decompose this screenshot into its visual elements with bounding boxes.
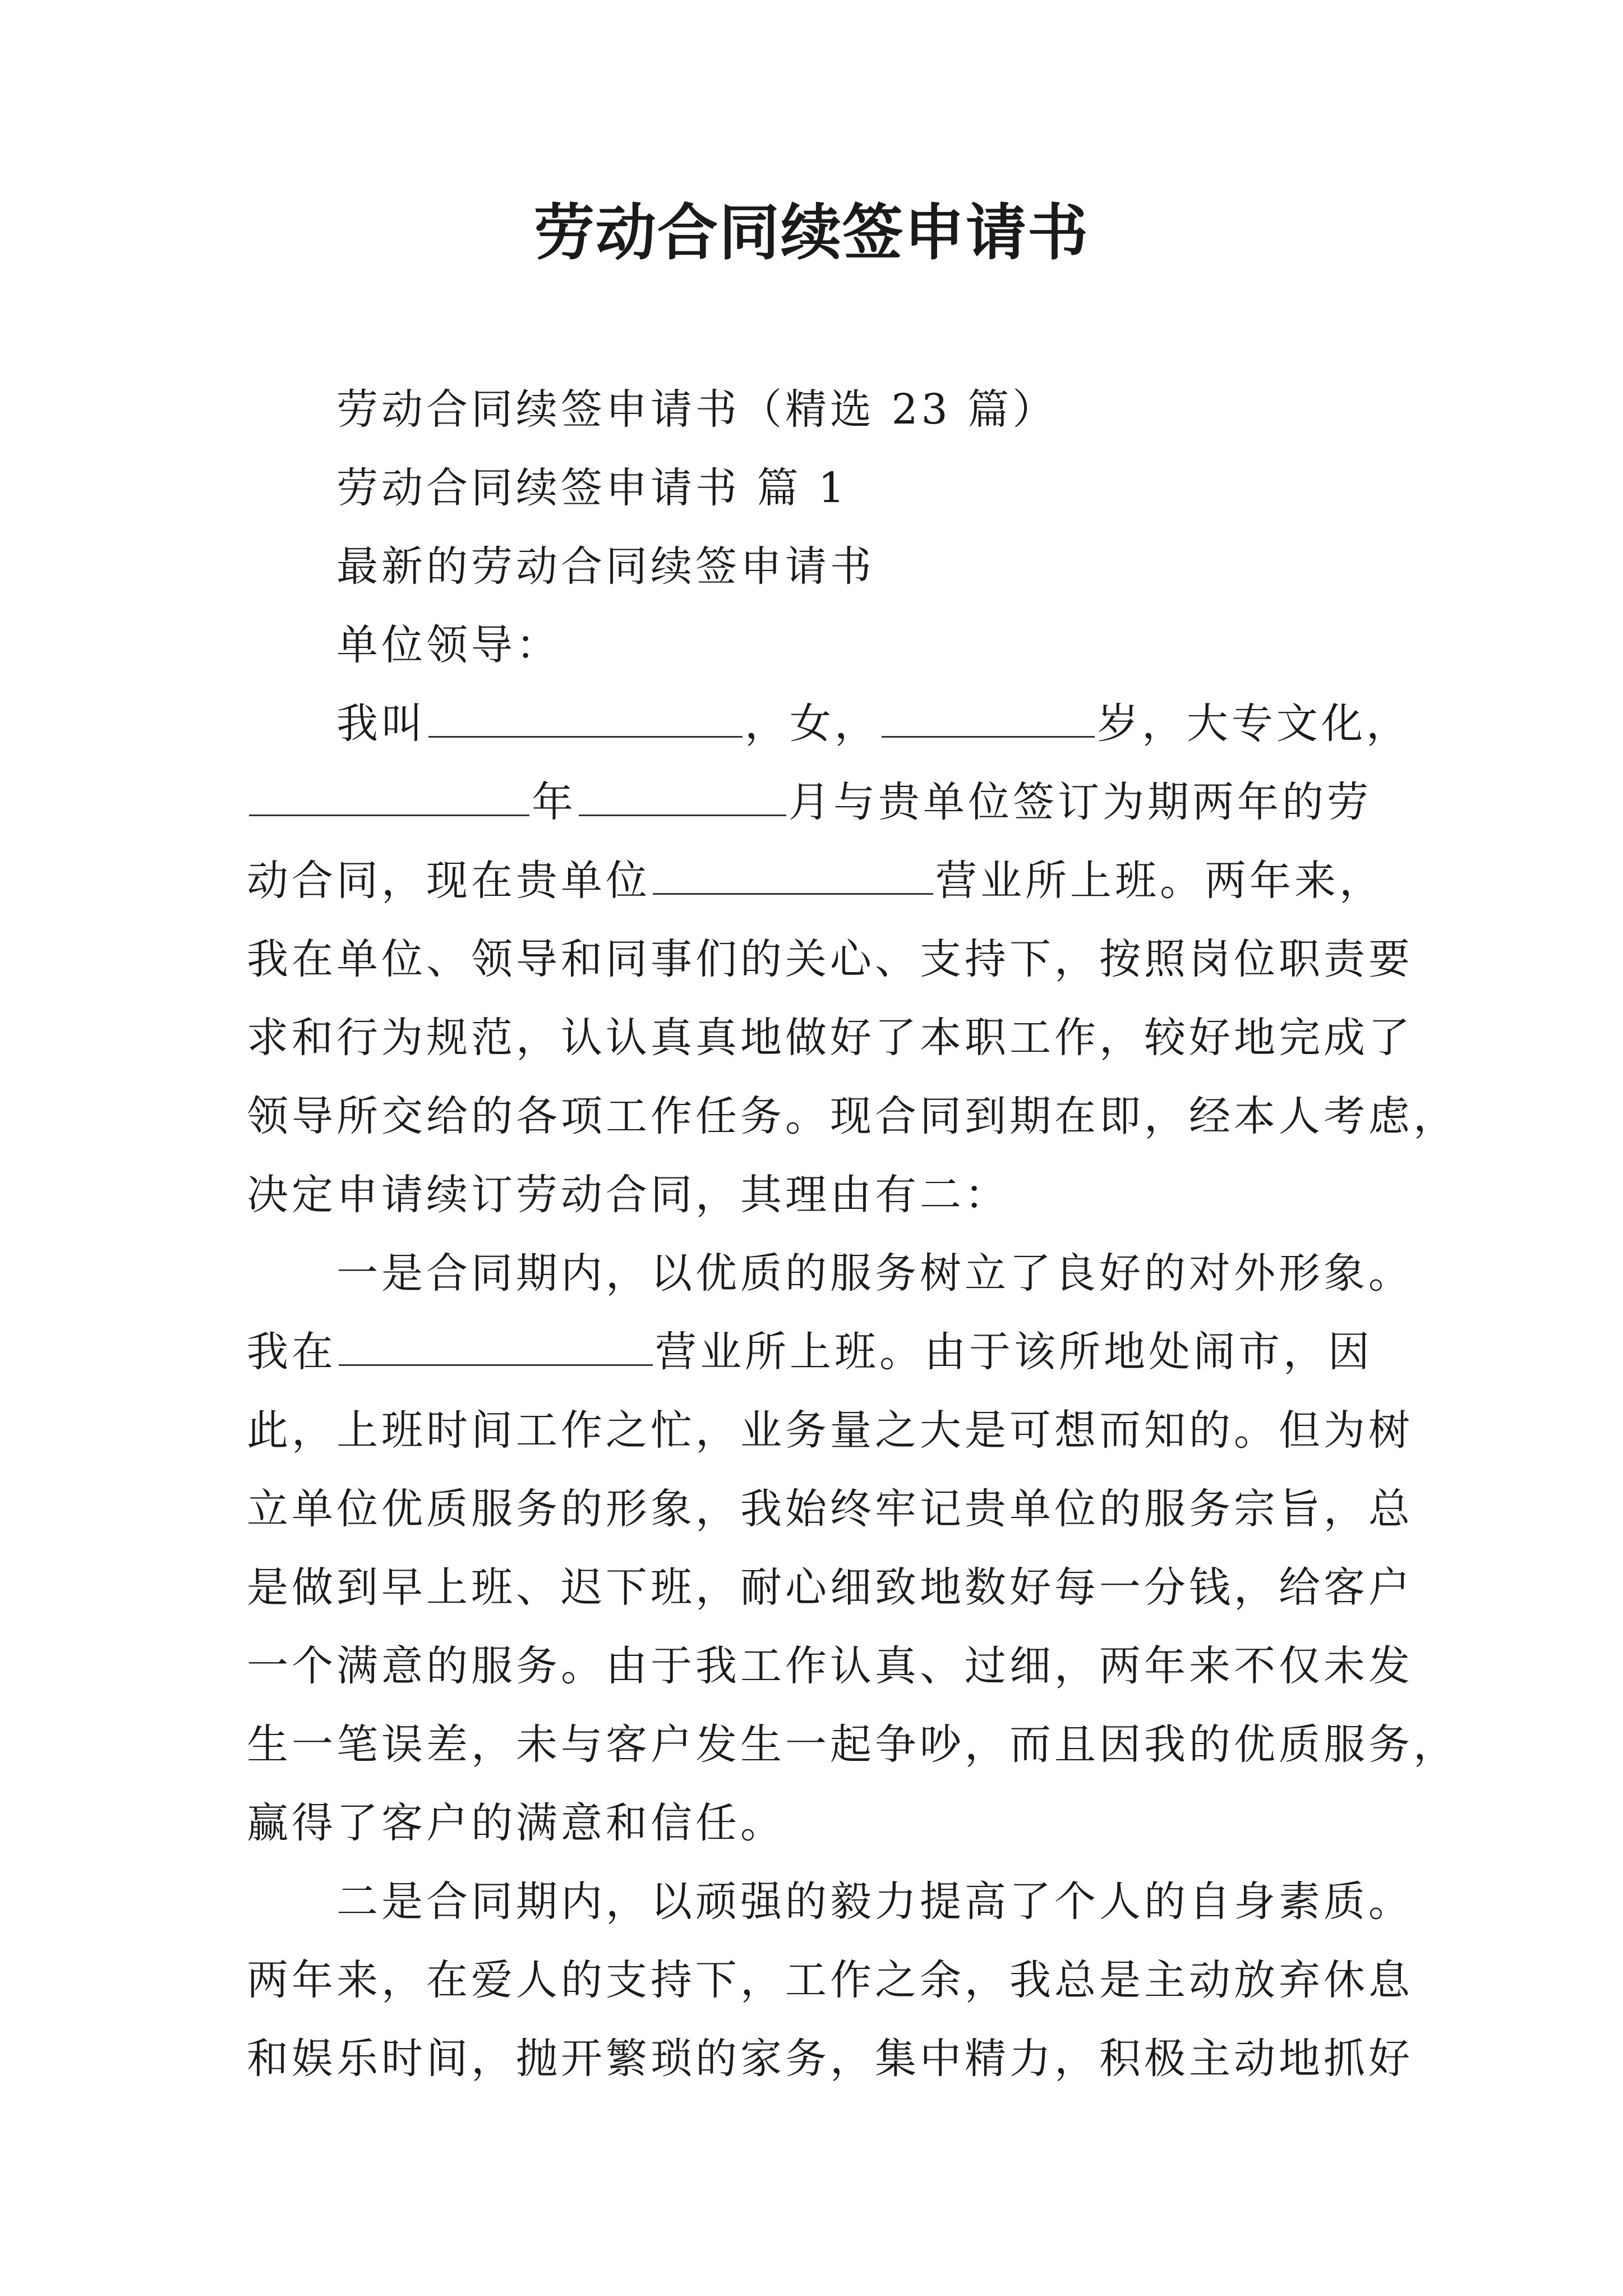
paragraph-line: 赢得了客户的满意和信任。: [247, 1799, 785, 1847]
chapter-line: 劳动合同续签申请书 篇 1: [336, 464, 849, 512]
department-blank: [653, 852, 933, 895]
office-blank: [339, 1323, 653, 1366]
text-segment: 月与贵单位签订为期两年的劳: [789, 778, 1372, 826]
salutation-line: 单位领导：: [336, 621, 561, 669]
paragraph-line: 决定申请续订劳动合同，其理由有二：: [247, 1171, 1009, 1219]
paragraph-line: [247, 684, 1411, 763]
text-segment: 营业所上班。两年来，: [935, 857, 1384, 905]
age-blank: [882, 694, 1095, 738]
text-segment: 年: [532, 778, 577, 826]
text-segment: 我在: [247, 1328, 336, 1376]
paragraph-line: 和娱乐时间，抛开繁琐的家务，集中精力，积极主动地抓好: [247, 2035, 1413, 2083]
paragraph-line: 此，上班时间工作之忙，业务量之大是可想而知的。但为树: [247, 1406, 1413, 1455]
text-segment: 岁，大专文化，: [1097, 700, 1411, 748]
paragraph-line: 二是合同期内，以顽强的毅力提高了个人的自身素质。: [336, 1878, 1413, 1926]
paragraph-line: 生一笔误差，未与客户发生一起争吵，而且因我的优质服务，: [247, 1720, 1458, 1769]
text-segment: 动合同，现在贵单位: [247, 857, 651, 905]
name-blank: [428, 694, 743, 738]
paragraph-line: 是做到早上班、迟下班，耐心细致地数好每一分钱，给客户: [247, 1563, 1413, 1612]
paragraph-line: [247, 763, 1391, 841]
text-segment: 我叫: [336, 700, 426, 748]
paragraph-line: [247, 841, 1391, 920]
paragraph-line: 一个满意的服务。由于我工作认真、过细，两年来不仅未发: [247, 1642, 1413, 1690]
document-body: [247, 370, 1458, 2098]
paragraph-line: 领导所交给的各项工作任务。现合同到期在即，经本人考虑，: [247, 1092, 1458, 1140]
paragraph-line: 立单位优质服务的形象，我始终牢记贵单位的服务宗旨，总: [247, 1485, 1413, 1533]
text-segment: ，女，: [745, 700, 879, 748]
text-segment: 营业所上班。由于该所地处闹市，因: [655, 1328, 1373, 1376]
paragraph-line: 两年来，在爱人的支持下，工作之余，我总是主动放弃休息: [247, 1956, 1413, 2004]
month-blank: [579, 773, 786, 816]
paragraph-line: 一是合同期内，以优质的服务树立了良好的对外形象。: [336, 1249, 1413, 1297]
paragraph-line: 求和行为规范，认认真真地做好了本职工作，较好地完成了: [247, 1014, 1413, 1062]
heading-line: 最新的劳动合同续签申请书: [336, 542, 875, 591]
subtitle-line: 劳动合同续签申请书（精选 23 篇）: [336, 385, 1058, 434]
paragraph-line: [247, 1313, 1391, 1391]
paragraph-line: 我在单位、领导和同事们的关心、支持下，按照岗位职责要: [247, 935, 1413, 983]
document-title: 劳动合同续签申请书: [533, 197, 1089, 268]
year-blank: [249, 773, 529, 816]
